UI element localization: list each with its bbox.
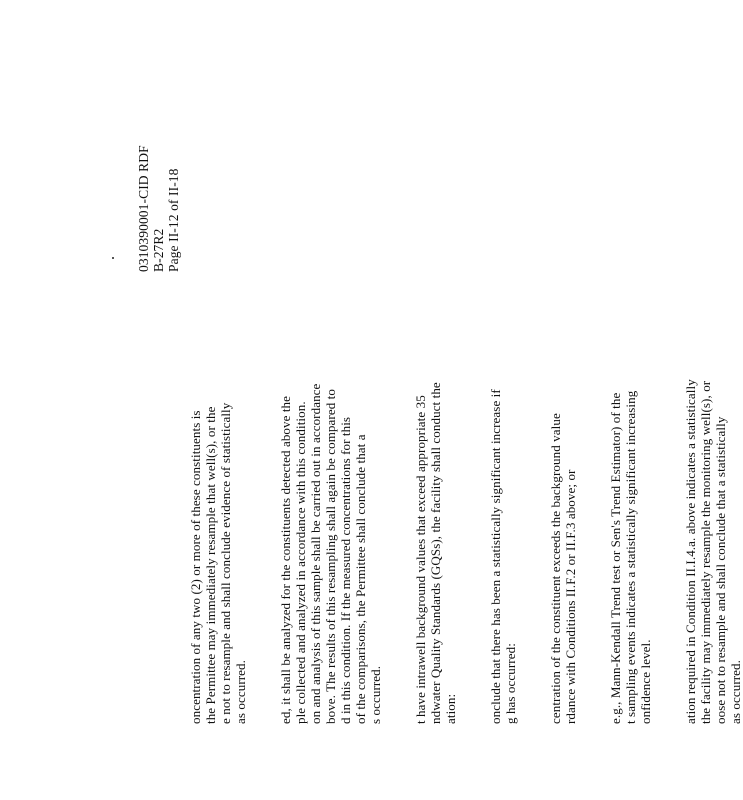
- body-line: the facility may immediately resample the monitoring well(s), or: [698, 380, 713, 724]
- body-line: ation required in Condition II.I.4.a. above indicates a statistically: [683, 379, 698, 724]
- body-line: e not to resample and shall conclude evidence of statistically: [218, 402, 233, 724]
- body-line: oncentration of any two (2) or more of these constituents is: [188, 410, 203, 724]
- body-line: onclude that there has been a statistically significant increase if: [488, 389, 503, 724]
- body-line: as occurred.: [233, 660, 248, 724]
- document-id: 0310390001-CID RDF: [136, 145, 151, 272]
- body-line: bove. The results of this resampling shall again be compared to: [323, 389, 338, 724]
- body-line: as occurred.: [728, 660, 743, 724]
- body-line: rdance with Conditions II.F.2 or II.F.3 above; or: [563, 469, 578, 724]
- body-line: s occurred.: [368, 665, 383, 724]
- body-line: g has occurred:: [503, 643, 518, 724]
- body-line: ed, it shall be analyzed for the constituents detected above the: [278, 395, 293, 724]
- revision-number: B-27R2: [151, 228, 166, 272]
- body-line: ation:: [443, 693, 458, 724]
- body-line: on and analysis of this sample shall be carried out in accordance: [308, 383, 323, 724]
- page-number: Page II-12 of II-18: [166, 168, 181, 272]
- body-line: of the comparisons, the Permittee shall conclude that a: [353, 434, 368, 724]
- body-line: oose not to resample and shall conclude that a statistically: [713, 416, 728, 724]
- body-line: centration of the constituent exceeds the background value: [548, 413, 563, 724]
- body-line: t have intrawell background values that exceed appropriate 35: [413, 395, 428, 724]
- body-line: the Permittee may immediately resample that well(s), or the: [203, 406, 218, 724]
- body-line: ndwater Quality Standards (GQSs), the facility shall conduct the: [428, 382, 443, 724]
- body-line: d in this condition. If the measured concentrations for this: [338, 416, 353, 724]
- body-line: ple collected and analyzed in accordance with this condition.: [293, 401, 308, 724]
- body-line: t sampling events indicates a statistically significant increasing: [623, 390, 638, 724]
- body-line: onfidence level.: [638, 639, 653, 724]
- body-line: e.g., Mann-Kendall Trend test or Sen's Trend Estimator) of the: [608, 392, 623, 724]
